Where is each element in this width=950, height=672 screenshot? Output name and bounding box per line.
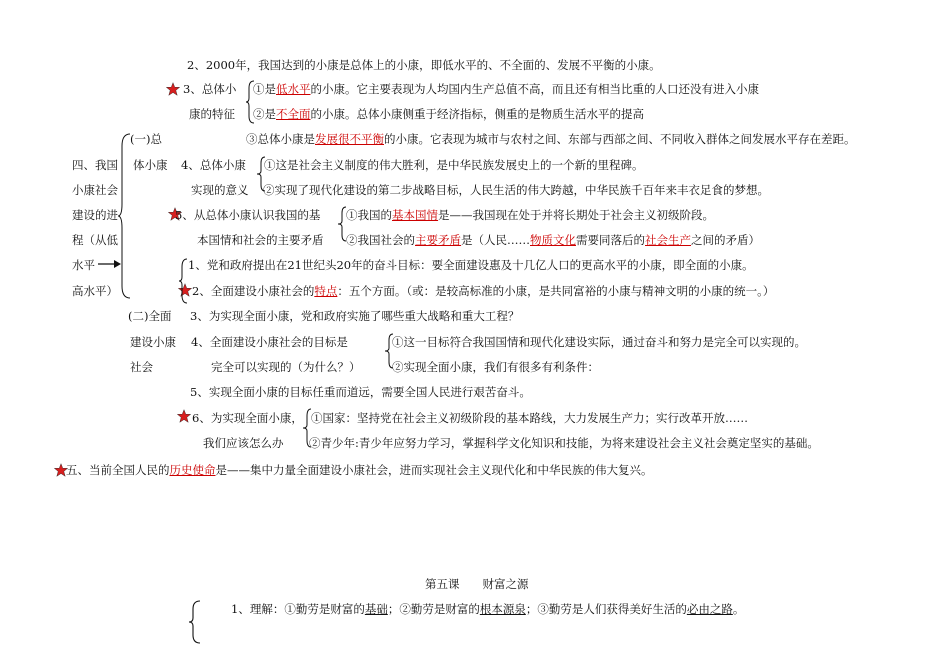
main-title-f: 高水平） xyxy=(72,284,118,298)
section-2-item-3: 3、为实现全面小康，党和政府实施了哪些重大战略和重大工程？ xyxy=(190,309,520,323)
lesson-title: 第五课 财富之源 xyxy=(425,577,529,591)
guoqing-2: ②我国社会的主要矛盾是（人民……物质文化需要同落后的社会生产之间的矛盾） xyxy=(346,233,760,247)
section-1-title-a: (一)总 xyxy=(130,132,162,146)
section-2-title-c: 社会 xyxy=(130,360,153,374)
goal-title-a: 4、全面建设小康社会的目标是 xyxy=(191,335,348,349)
howto-title-b: 我们应该怎么办 xyxy=(203,436,284,450)
howto-2: ②青少年:青少年应努力学习，掌握科学文化知识和技能，为将来建设社会主义社会奠定坚实的基础。 xyxy=(309,436,819,450)
meaning-1: ①这是社会主义制度的伟大胜利，是中华民族发展史上的一个新的里程碑。 xyxy=(264,158,644,172)
howto-1: ①国家：坚持党在社会主义初级阶段的基本路线，大力发展生产力；实行改革开放…… xyxy=(311,411,748,425)
meaning-2: ②实现了现代化建设的第二步战略目标，人民生活的伟大跨越，中华民族千百年来丰衣足食的梦想。 xyxy=(263,183,769,197)
star-icon xyxy=(177,409,191,423)
section-1-title-b: 体小康 xyxy=(133,158,168,172)
guoqing-title-a: 5、从总体小康认识我国的基 xyxy=(175,208,321,222)
feature-title-b: 康的特征 xyxy=(189,107,235,121)
brace-lesson5 xyxy=(188,600,202,644)
outer-brace xyxy=(118,132,132,300)
section-2-item-1: 1、党和政府提出在21世纪头20年的奋斗目标：要全面建设惠及十几亿人口的更高水平的小康，即全面的小康。 xyxy=(188,258,754,272)
goal-title-b: 完全可以实现的（为什么？） xyxy=(211,360,361,374)
star-icon xyxy=(166,82,180,96)
line-2000: 2、2000年，我国达到的小康是总体上的小康，即低水平的、不全面的、发展不平衡的小康。 xyxy=(187,58,661,72)
guoqing-title-b: 本国情和社会的主要矛盾 xyxy=(197,233,324,247)
arrow-right-icon xyxy=(98,259,122,269)
feature-3: ③总体小康是发展很不平衡的小康。它表现为城市与农村之间、东部与西部之间、不同收入群体之间发展水平存在差距。 xyxy=(246,132,856,146)
section-2-item-2: 2、全面建设小康社会的特点：五个方面。（或：是较高标准的小康，是共同富裕的小康与精神文明的小康的统一。） xyxy=(192,284,775,298)
meaning-title-b: 实现的意义 xyxy=(191,183,249,197)
main-title-b: 小康社会 xyxy=(72,183,118,197)
guoqing-1: ①我国的基本国情是——我国现在处于并将长期处于社会主义初级阶段。 xyxy=(346,208,714,222)
feature-title-a: 3、总体小 xyxy=(183,82,237,96)
howto-title-a: 6、为实现全面小康， xyxy=(192,411,303,425)
goal-1: ①这一目标符合我国国情和现代化建设实际，通过奋斗和努力是完全可以实现的。 xyxy=(392,335,806,349)
section-2-item-5: 5、实现全面小康的目标任重而道远，需要全国人民进行艰苦奋斗。 xyxy=(190,385,531,399)
section-2-title-a: (二)全面 xyxy=(128,309,172,323)
meaning-title-a: 4、总体小康 xyxy=(181,158,246,172)
main-title-e: 水平 xyxy=(72,258,95,272)
brace-section2 xyxy=(178,258,188,304)
historic-mission: 五、当前全国人民的历史使命是——集中力量全面建设小康社会，进而实现社会主义现代化和中华民族的伟大复兴。 xyxy=(66,463,653,477)
feature-2: ②是不全面的小康。总体小康侧重于经济指标，侧重的是物质生活水平的提高 xyxy=(253,107,644,121)
feature-1: ①是低水平的小康。它主要表现为人均国内生产总值不高，而且还有相当比重的人口还没有进入小康 xyxy=(253,82,759,96)
main-title-d: 程（从低 xyxy=(72,233,118,247)
main-title-a: 四、我国 xyxy=(72,158,118,172)
main-title-c: 建设的进 xyxy=(72,208,118,222)
section-2-title-b: 建设小康 xyxy=(130,335,176,349)
lesson-item-1: 1、理解：①勤劳是财富的基础；②勤劳是财富的根本源泉；③勤劳是人们获得美好生活的必由之路。 xyxy=(231,602,745,616)
goal-2: ②实现全面小康，我们有很多有利条件： xyxy=(392,360,599,374)
